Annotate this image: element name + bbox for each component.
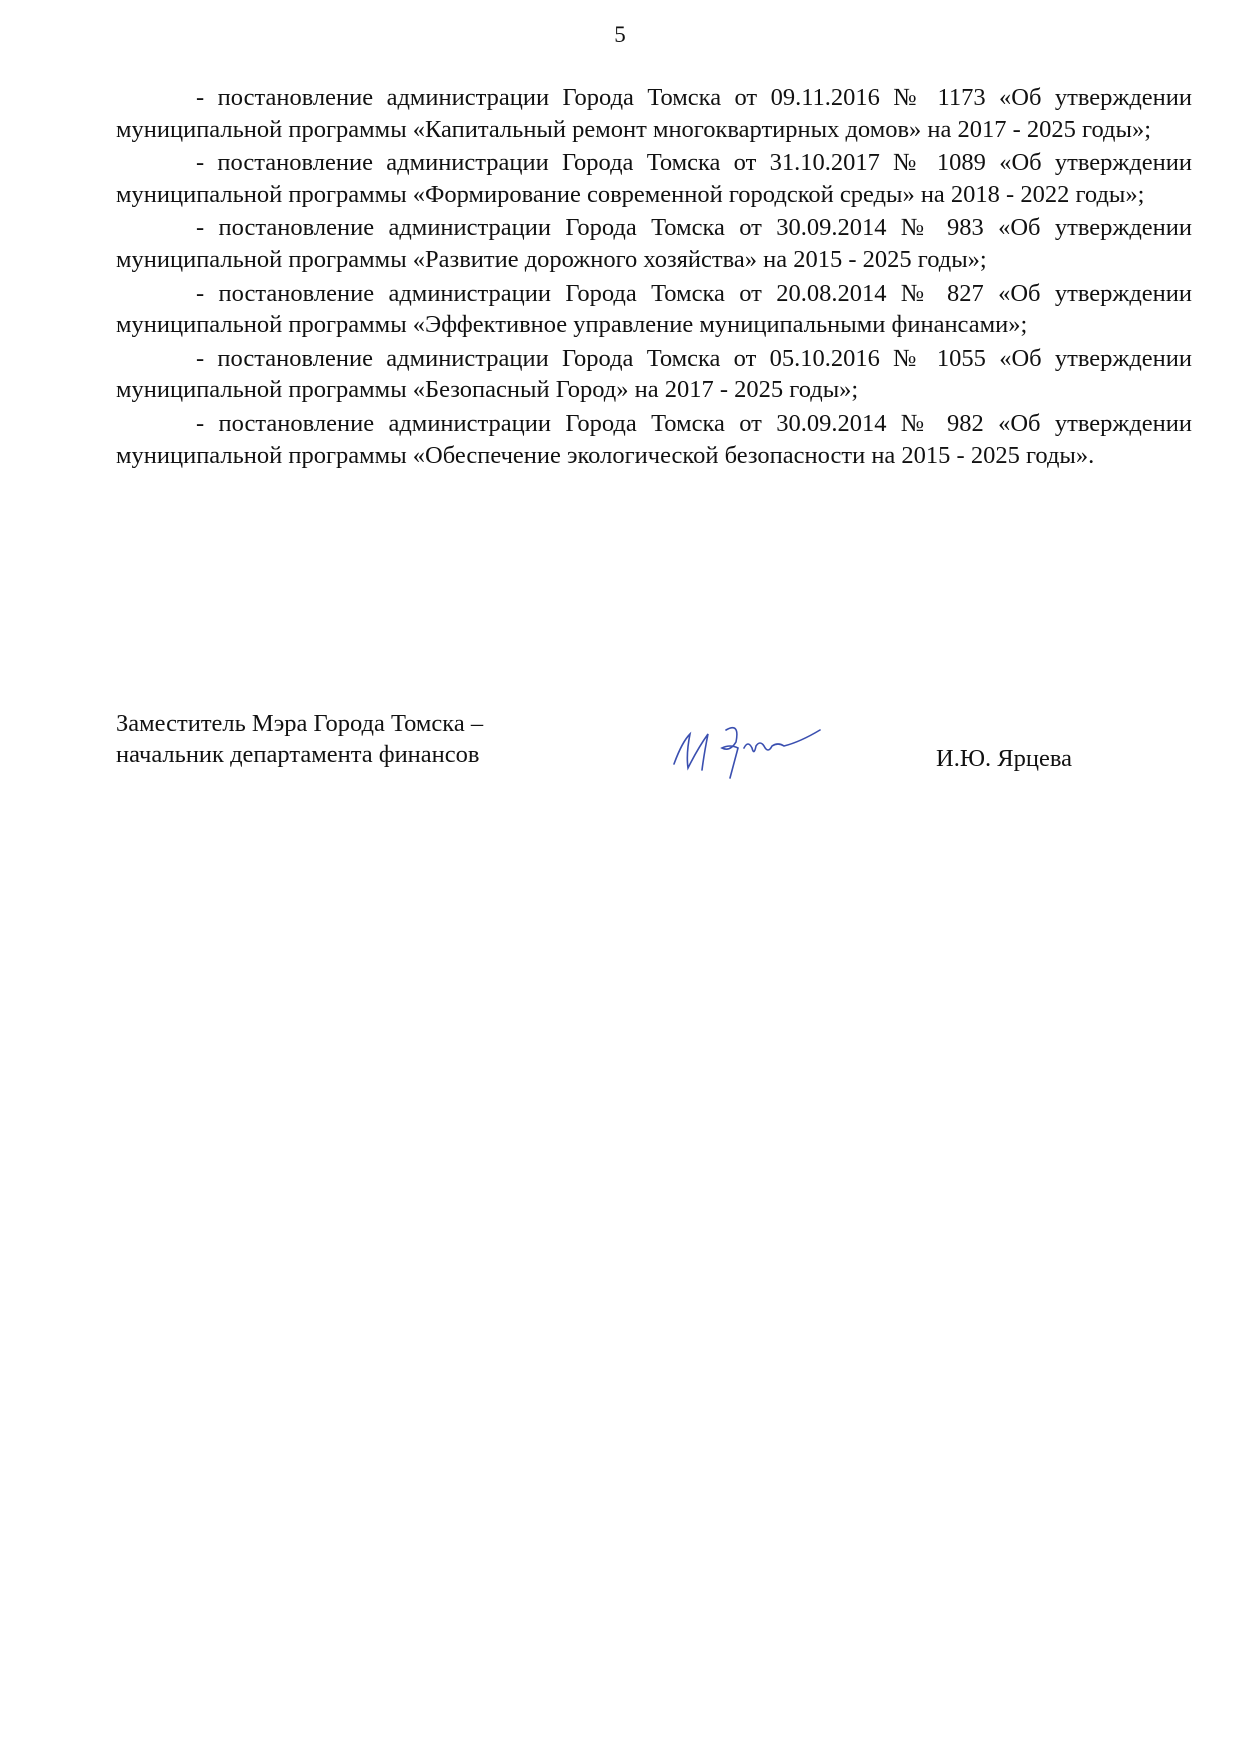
list-item: - постановление администрации Города Томска от 05.10.2016 № 1055 «Об утверждении муниципальной программы «Безопасный Город» на 2017 - 2025 годы»; [116,344,1192,404]
page-number: 5 [614,22,626,47]
signatory-name: И.Ю. Ярцева [936,745,1072,772]
signatory-position [116,708,483,770]
document-body [116,82,1192,473]
position-line-2: начальник департамента финансов [116,741,480,768]
list-item: - постановление администрации Города Томска от 20.08.2014 № 827 «Об утверждении муниципальной программы «Эффективное управление муниципальными финансами»; [116,279,1192,339]
position-line-1: Заместитель Мэра Города Томска – [116,710,484,737]
list-item: - постановление администрации Города Томска от 30.09.2014 № 983 «Об утверждении муниципальной программы «Развитие дорожного хозяйства» на 2015 - 2025 годы»; [116,214,1192,273]
list-item: - постановление администрации Города Томска от 30.09.2014 № 982 «Об утверждении муниципальной программы «Обеспечение экологической безопасности на 2015 - 2025 годы». [116,409,1192,469]
list-item: - постановление администрации Города Томска от 09.11.2016 № 1173 «Об утверждении муниципальной программы «Капитальный ремонт многоквартирных домов» на 2017 - 2025 годы»; [116,84,1192,143]
handwritten-signature [660,712,830,782]
list-item: - постановление администрации Города Томска от 31.10.2017 № 1089 «Об утверждении муниципальной программы «Формирование современной городской среды» на 2018 - 2022 годы»; [116,149,1192,208]
